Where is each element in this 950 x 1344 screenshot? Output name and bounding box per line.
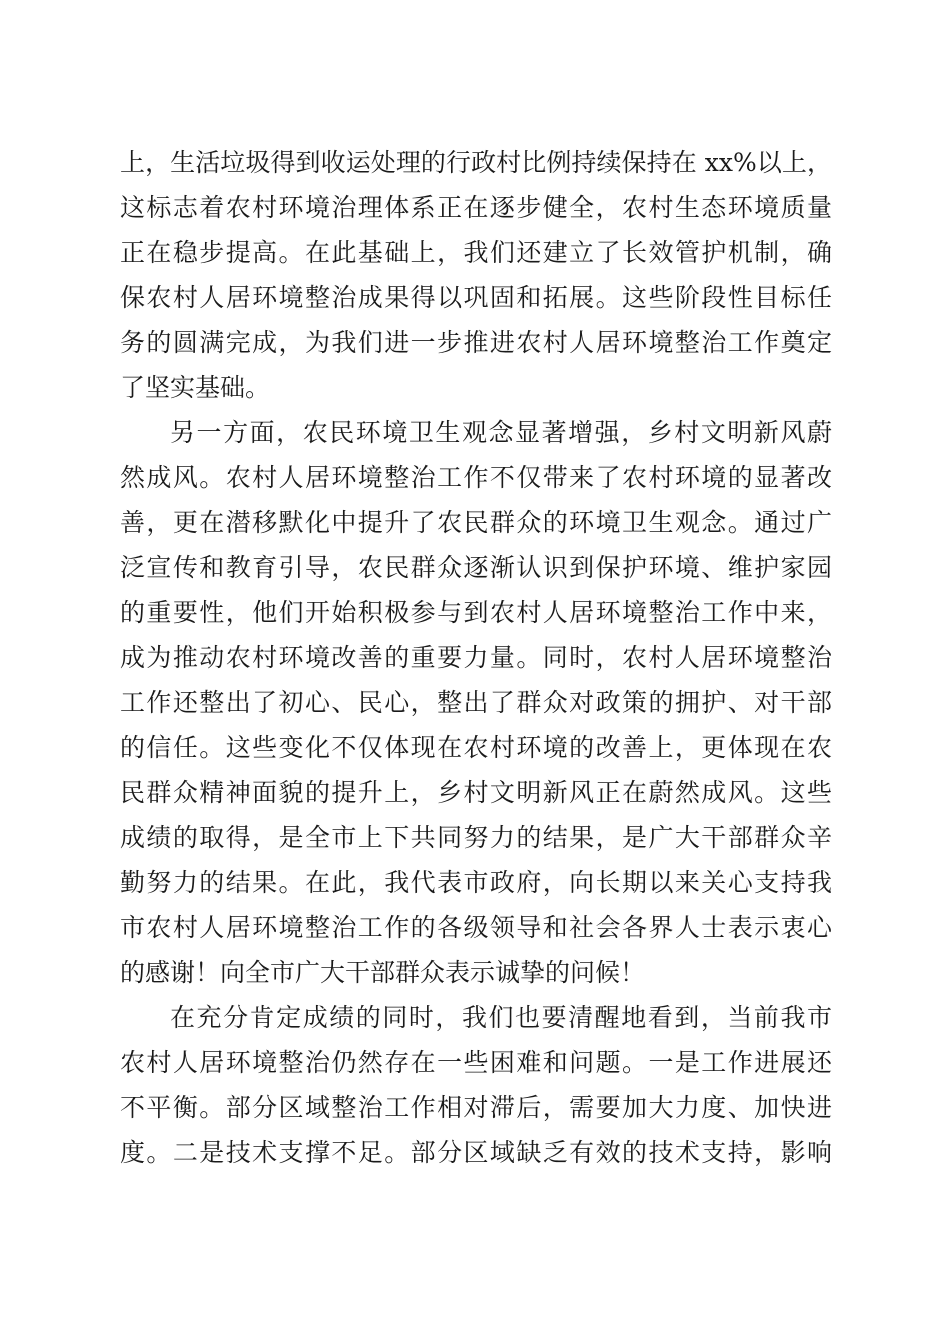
text-line: 成为推动农村环境改善的重要力量。同时，农村人居环境整治 xyxy=(120,643,832,672)
text-line: 善，更在潜移默化中提升了农民群众的环境卫生观念。通过广 xyxy=(120,508,832,537)
text-line: 正在稳步提高。在此基础上，我们还建立了长效管护机制，确 xyxy=(120,238,832,267)
text-line: 的感谢！向全市广大干部群众表示诚挚的问候！ xyxy=(120,958,646,987)
text-line: 的重要性，他们开始积极参与到农村人居环境整治工作中来， xyxy=(120,598,832,627)
text-line: 在充分肯定成绩的同时，我们也要清醒地看到，当前我市 xyxy=(170,1003,832,1032)
text-line: 泛宣传和教育引导，农民群众逐渐认识到保护环境、维护家园 xyxy=(120,553,832,582)
text-line: 了坚实基础。 xyxy=(120,373,271,402)
text-line: 度。二是技术支撑不足。部分区域缺乏有效的技术支持，影响 xyxy=(120,1138,832,1167)
text-line: 保农村人居环境整治成果得以巩固和拓展。这些阶段性目标任 xyxy=(120,283,832,312)
text-line: 不平衡。部分区域整治工作相对滞后，需要加大力度、加快进 xyxy=(120,1093,832,1122)
text-line: 成绩的取得，是全市上下共同努力的结果，是广大干部群众辛 xyxy=(120,823,832,852)
text-line: 另一方面，农民环境卫生观念显著增强，乡村文明新风蔚 xyxy=(170,418,832,447)
text-line: 工作还整出了初心、民心，整出了群众对政策的拥护、对干部 xyxy=(120,688,832,717)
text-line: 的信任。这些变化不仅体现在农村环境的改善上，更体现在农 xyxy=(120,733,832,762)
text-line: 然成风。农村人居环境整治工作不仅带来了农村环境的显著改 xyxy=(120,463,832,492)
text-line: 农村人居环境整治仍然存在一些困难和问题。一是工作进展还 xyxy=(120,1048,832,1077)
text-line: 务的圆满完成，为我们进一步推进农村人居环境整治工作奠定 xyxy=(120,328,832,357)
text-line: 上，生活垃圾得到收运处理的行政村比例持续保持在 xx%以上， xyxy=(120,148,832,177)
text-line: 这标志着农村环境治理体系正在逐步健全，农村生态环境质量 xyxy=(120,193,832,222)
text-line: 市农村人居环境整治工作的各级领导和社会各界人士表示衷心 xyxy=(120,913,832,942)
text-line: 民群众精神面貌的提升上，乡村文明新风正在蔚然成风。这些 xyxy=(120,778,832,807)
text-line: 勤努力的结果。在此，我代表市政府，向长期以来关心支持我 xyxy=(120,868,832,897)
